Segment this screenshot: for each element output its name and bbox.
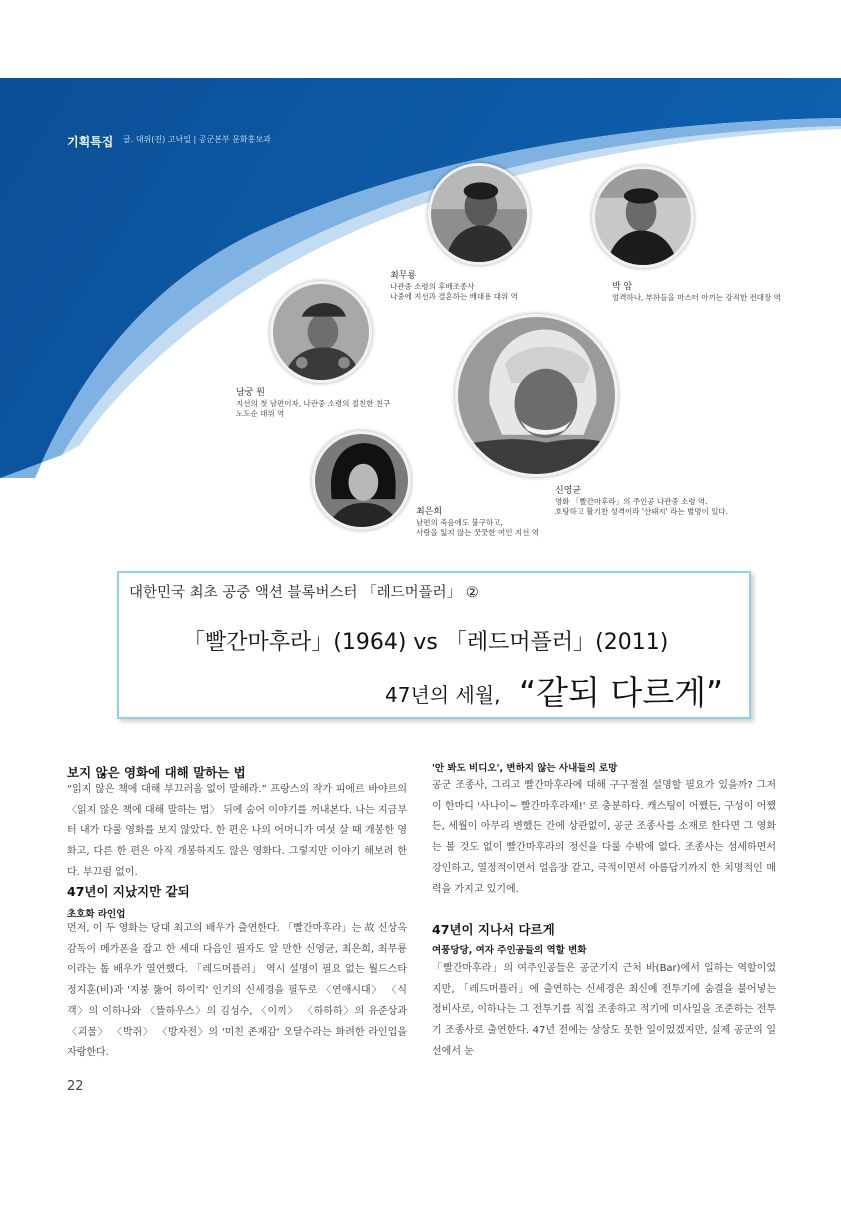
section-heading: 보지 않은 영화에 대해 말하는 법 xyxy=(67,765,246,780)
cast-name: 박 암 xyxy=(612,282,633,292)
header-banner xyxy=(0,0,841,480)
body-paragraph: 먼저, 이 두 영화는 당대 최고의 배우가 출연한다. 「빨간마후라」는 故 신상옥 감독이 메가폰을 잡고 한 세대 다음인 필자도 알 만한 신영균, 최은희, 최무룡이라는 톱 배우가 열연했다. 「레드머플러」 역시 설명이 필요 없는 월드스타 정지훈(비)과 '지붕 뚫어 하이킥' 인기의 신세경을 필두로 〈연애시대〉 〈식객〉의 이하나와 〈뜰하우스〉의 김성수, 〈이끼〉 〈하하하〉의 유준상과 〈괴물〉 〈박쥐〉 〈방자전〉의 '미친 존재감' 오달수라는 화려한 라인업을 자랑한다. xyxy=(67,923,407,1059)
cast-role-line: 영화 「빨간마후라」의 주인공 나관중 소령 역. xyxy=(555,497,708,506)
page-number: 22 xyxy=(67,1079,84,1094)
title-kicker: 대한민국 최초 공중 액션 블록버스터 「레드머플러」 ② xyxy=(129,585,479,601)
caption-shin-younggyun xyxy=(555,485,728,517)
caption-park-am xyxy=(612,281,781,303)
cast-role-line: 엄격하나, 부하들을 마스터 아끼는 강직한 전대장 역 xyxy=(612,293,781,302)
cast-name: 남궁 원 xyxy=(236,388,265,398)
subsection-heading: 여풍당당, 여자 주인공들의 역할 변화 xyxy=(432,945,587,956)
cast-role-line: 지선의 첫 남편이자, 나관중 소령의 절친한 친구 xyxy=(236,399,391,408)
cast-name: 최무룡 xyxy=(390,271,417,281)
byline: 글. 대위(진) 고낙일 | 공군본부 문화홍보과 xyxy=(123,135,271,144)
title-line1: 「빨간마후라」(1964) vs 「레드머플러」(2011) xyxy=(183,630,669,655)
caption-choi-mooryong xyxy=(390,270,518,302)
cast-role-line: 호탕하고 활기찬 성격이라 '산돼지' 라는 별명이 있다. xyxy=(555,507,728,516)
cast-name: 신영균 xyxy=(555,486,582,496)
body-paragraph: 「빨간마후라」의 여주인공들은 공군기지 근처 바(Bar)에서 일하는 역할이었지만, 「레드머플러」에 출연하는 신세경은 최신예 전투기에 숨결을 불어넣는 정비사로, 이하나는 그 전투기를 직접 조종하고 적기에 미사일을 조준하는 전투기 조종사로 출연한다. 47년 전에는 상상도 못한 일이었겠지만, 실제 공군의 일선에서 눈 xyxy=(432,963,776,1057)
portrait-park-am xyxy=(592,166,694,268)
cast-role-line: 남편의 죽음에도 불구하고, xyxy=(416,518,503,527)
title-line2-emphasis: “같되 다르게” xyxy=(519,673,724,712)
body-paragraph: “읽지 않은 책에 대해 부끄러움 없이 말해라.” 프랑스의 작가 피에르 바야르의 〈읽지 않은 책에 대해 말하는 법〉 뒤에 숨어 이야기를 꺼내본다. 나는 지금부터 내가 다룰 영화를 보지 않았다. 한 편은 나의 어머니가 여섯 살 때 개봉한 영화고, 다른 한 편은 아직 개봉하지도 않은 영화다. 그렇지만 이야기 해보려 한다. 부끄럼 없이. xyxy=(67,784,407,878)
cast-role-line: 나중에 지선과 결혼하는 배대용 대위 역 xyxy=(390,292,518,301)
cast-name: 최은희 xyxy=(416,507,443,517)
portrait-choi-mooryong xyxy=(428,163,530,265)
portrait-shin-younggyun xyxy=(455,314,618,477)
cast-role-line: 나관중 소령의 후배조종사 xyxy=(390,282,475,291)
cast-role-line: 사랑을 잃지 않는 꿋꿋한 여인 지선 역 xyxy=(416,528,539,537)
section-heading: '안 봐도 비디오', 변하지 않는 사내들의 로망 xyxy=(432,763,618,774)
body-paragraph: 공군 조종사, 그리고 빨간마후라에 대해 구구절절 설명할 필요가 있을까? 그저 이 한마디 '사나이~ 빨간마후라제!' 로 충분하다. 캐스팅이 어쨌든, 구성이 어쨌든, 세월이 아무리 변했든 간에 상관없이, 공군 조종사를 소재로 한다면 그 영화는 볼 것도 없이 빨간마후라의 정신을 다룰 수밖에 없다. 조종사는 섬세하면서 강인하고, 열정적이면서 얼음장 같고, 극적이면서 아름답기까지 한 치명적인 매력을 가지고 있기에. xyxy=(432,780,776,895)
section-heading: 47년이 지났지만 같되 xyxy=(67,884,190,899)
title-box xyxy=(117,571,751,719)
caption-choi-eunhee xyxy=(416,506,539,538)
caption-namgung-won xyxy=(236,387,390,419)
section-label: 기획특집 xyxy=(67,135,114,149)
portrait-choi-eunhee xyxy=(312,431,411,530)
subsection-heading: 초호화 라인업 xyxy=(67,909,126,920)
section-heading: 47년이 지나서 다르게 xyxy=(432,922,555,937)
cast-role-line: 노도순 대위 역 xyxy=(236,409,285,418)
title-line2-prefix: 47년의 세월, xyxy=(385,683,501,707)
portrait-namgung-won xyxy=(270,281,372,383)
